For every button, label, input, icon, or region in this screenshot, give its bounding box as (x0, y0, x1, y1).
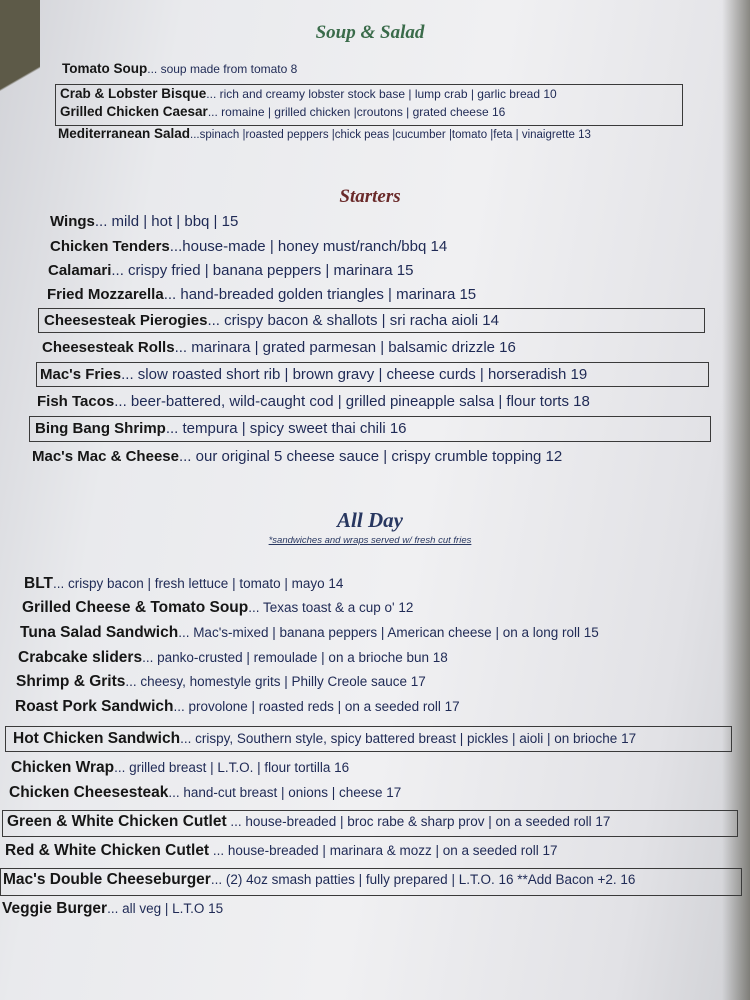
item-name: Chicken Wrap (11, 759, 115, 776)
item-description: ... crispy fried | banana peppers | marinara 15 (111, 262, 414, 279)
item-description: ... hand-breaded golden triangles | marinara 15 (163, 286, 477, 303)
item-name: Mac's Double Cheeseburger (3, 871, 211, 888)
menu-item (50, 213, 238, 230)
menu-item (22, 599, 413, 617)
item-description: ... provolone | roasted reds | on a seeded roll 17 (173, 699, 460, 714)
menu-item (11, 759, 349, 777)
item-description: ... house-breaded | marinara & mozz | on a seeded roll 17 (209, 843, 558, 858)
item-name: Fish Tacos (37, 393, 115, 410)
menu-item (9, 784, 401, 802)
menu-item (40, 366, 587, 383)
item-name: Mediterranean Salad (58, 126, 191, 141)
menu-item (3, 871, 635, 889)
menu-item (15, 698, 460, 716)
item-description: ... grilled breast | L.T.O. | flour tortilla 16 (114, 760, 350, 775)
menu-item (60, 86, 557, 101)
item-description: ... tempura | spicy sweet thai chili 16 (165, 420, 407, 437)
item-description: ... romaine | grilled chicken |croutons | grated cheese 16 (207, 105, 506, 119)
item-name: Crabcake sliders (18, 649, 143, 666)
item-description: ... house-breaded | broc rabe & sharp prov | on a seeded roll 17 (226, 814, 611, 829)
section-title-starters: Starters (339, 186, 401, 207)
item-name: Green & White Chicken Cutlet (7, 813, 227, 830)
menu-item (60, 104, 505, 119)
item-description: ...house-made | honey must/ranch/bbq 14 (169, 238, 448, 255)
menu-item (35, 420, 407, 437)
item-name: Grilled Cheese & Tomato Soup (22, 599, 249, 616)
menu-item (24, 575, 343, 593)
item-name: Tuna Salad Sandwich (20, 624, 179, 641)
item-name: Chicken Tenders (50, 238, 170, 255)
item-description: ... all veg | L.T.O 15 (107, 901, 224, 916)
item-description: ... rich and creamy lobster stock base | lump crab | garlic bread 10 (206, 87, 557, 101)
table-background-corner (0, 0, 40, 200)
item-name: Crab & Lobster Bisque (60, 86, 207, 101)
menu-item (58, 126, 591, 141)
section-title-all-day: All Day (337, 508, 403, 532)
item-description: ... crispy, Southern style, spicy battered breast | pickles | aioli | on brioche 17 (180, 731, 637, 746)
item-name: Cheesesteak Pierogies (44, 312, 208, 329)
menu-item (2, 900, 223, 918)
item-name: Tomato Soup (62, 61, 148, 76)
item-description: ... mild | hot | bbq | 15 (94, 213, 239, 230)
item-description: ... crispy bacon | fresh lettuce | tomato | mayo 14 (52, 576, 344, 591)
item-name: Roast Pork Sandwich (15, 698, 174, 715)
menu-item (37, 393, 590, 410)
item-description: ... marinara | grated parmesan | balsamic drizzle 16 (174, 339, 516, 356)
item-description: ... panko-crusted | remoulade | on a brioche bun 18 (142, 650, 448, 665)
item-name: Grilled Chicken Caesar (60, 104, 208, 119)
item-name: Fried Mozzarella (47, 286, 164, 303)
item-name: Mac's Mac & Cheese (32, 448, 179, 465)
menu-item (13, 730, 636, 748)
item-description: ...spinach |roasted peppers |chick peas |cucumber |tomato |feta | vinaigrette 13 (190, 129, 591, 141)
item-name: Shrimp & Grits (16, 673, 126, 690)
item-description: ... soup made from tomato 8 (147, 62, 298, 76)
item-description: ... (2) 4oz smash patties | fully prepared | L.T.O. 16 **Add Bacon +2. 16 (210, 872, 636, 887)
item-description: ... our original 5 cheese sauce | crispy crumble topping 12 (178, 448, 563, 465)
menu-item (62, 61, 297, 76)
menu-item (42, 339, 516, 356)
menu-item (5, 842, 558, 860)
menu-item (50, 238, 447, 255)
item-name: Calamari (48, 262, 112, 279)
item-description: ... beer-battered, wild-caught cod | grilled pineapple salsa | flour torts 18 (114, 393, 590, 410)
item-name: Veggie Burger (2, 900, 108, 917)
item-name: Red & White Chicken Cutlet (5, 842, 210, 859)
section-title-soup-salad: Soup & Salad (315, 22, 425, 43)
item-name: Mac's Fries (40, 366, 122, 383)
menu-item (47, 286, 476, 303)
item-name: Hot Chicken Sandwich (13, 730, 181, 747)
menu-item (32, 448, 562, 465)
item-name: Bing Bang Shrimp (35, 420, 166, 437)
menu-item (16, 673, 426, 691)
item-name: Wings (50, 213, 95, 230)
item-name: Cheesesteak Rolls (42, 339, 175, 356)
menu-item (48, 262, 414, 279)
section-note: *sandwiches and wraps served w/ fresh cut fries (268, 535, 472, 546)
item-description: ... slow roasted short rib | brown gravy | cheese curds | horseradish 19 (121, 366, 588, 383)
item-description: ... crispy bacon & shallots | sri racha aioli 14 (207, 312, 499, 329)
item-description: ... cheesy, homestyle grits | Philly Creole sauce 17 (125, 674, 426, 689)
menu-item (7, 813, 610, 831)
page-shadow-edge (722, 0, 750, 1000)
menu-item (18, 649, 448, 667)
item-description: ... Mac's-mixed | banana peppers | American cheese | on a long roll 15 (178, 625, 599, 640)
item-description: ... hand-cut breast | onions | cheese 17 (168, 785, 402, 800)
item-name: BLT (24, 575, 53, 592)
menu-item (44, 312, 499, 329)
menu-item (20, 624, 599, 642)
item-description: ... Texas toast & a cup o' 12 (248, 600, 414, 615)
item-name: Chicken Cheesesteak (9, 784, 169, 801)
